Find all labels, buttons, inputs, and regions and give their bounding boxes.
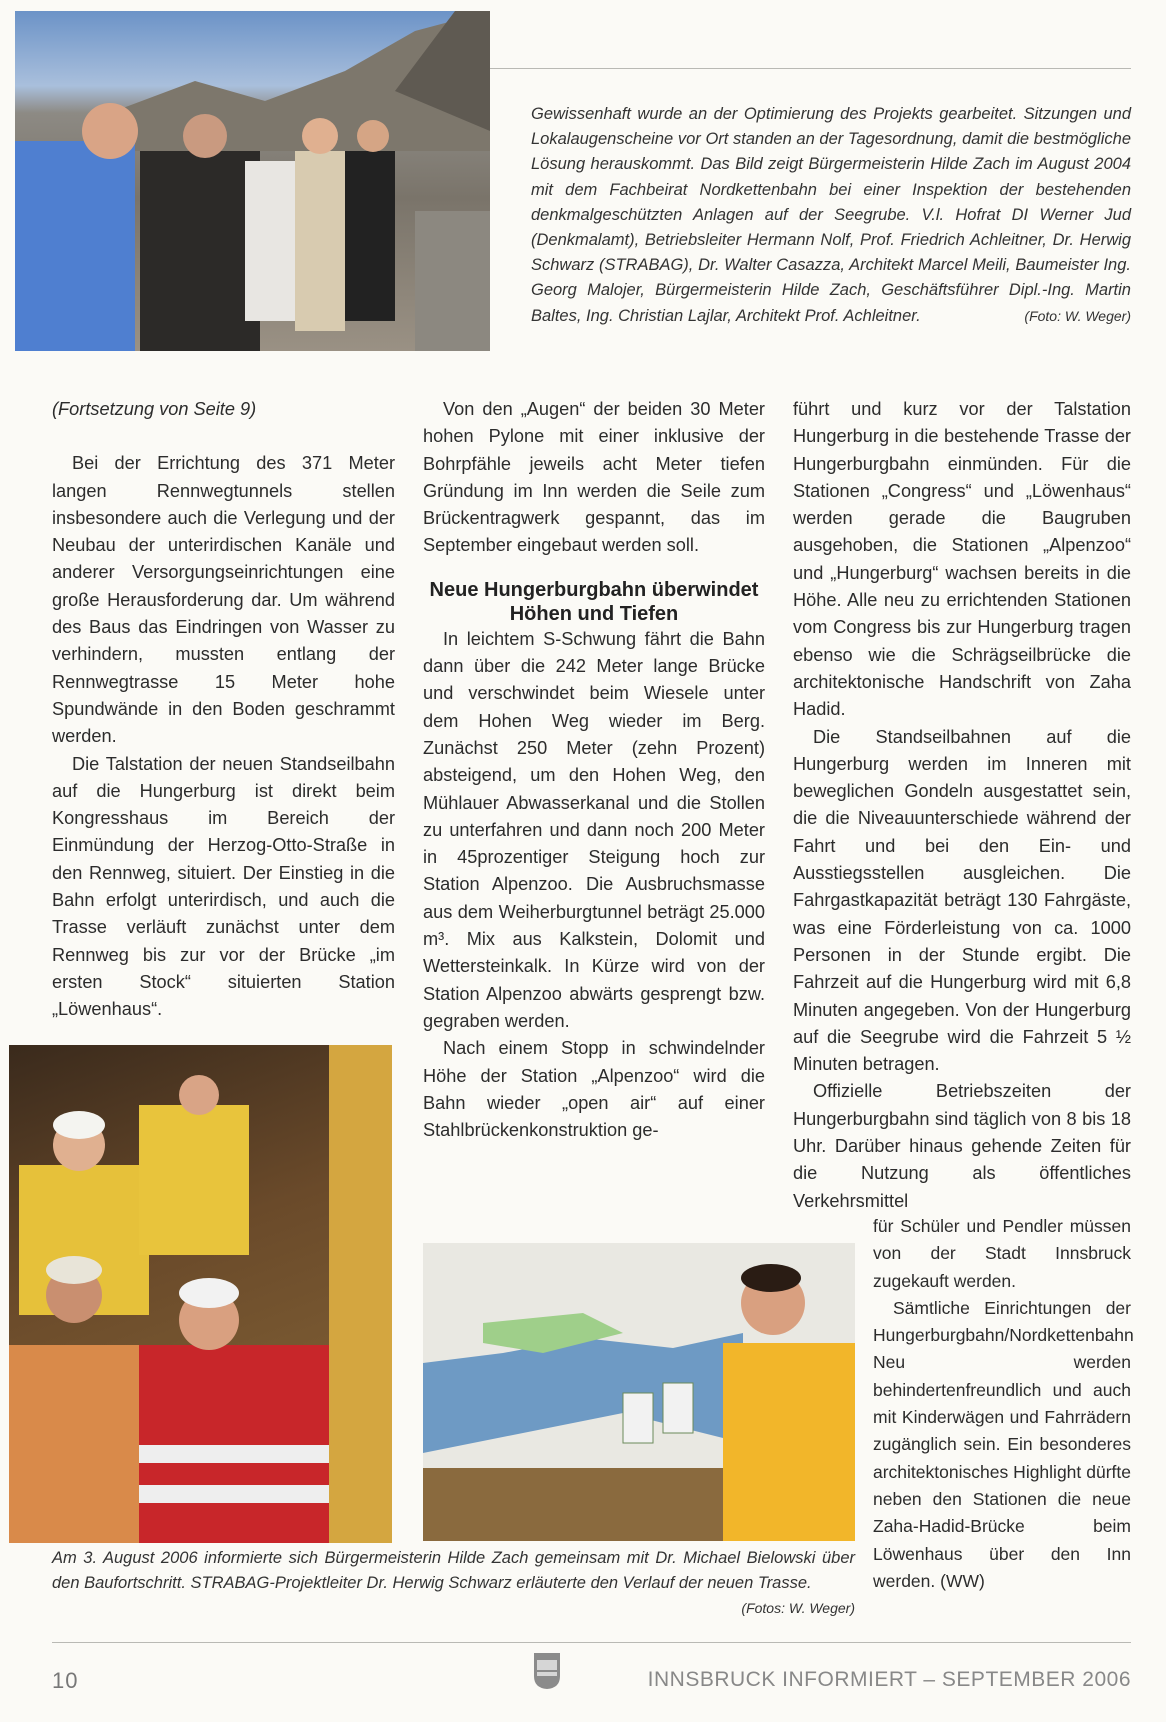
article-subheading: Neue Hungerburgbahn überwindet Höhen und Tiefen: [429, 578, 759, 625]
paragraph: für Schüler und Pendler müssen von der Stadt Innsbruck zugekauft werden.: [873, 1216, 1131, 1291]
caption-top-rule: [490, 68, 1131, 69]
paragraph: Nach einem Stopp in schwindelnder Höhe der Station „Alpenzoo“ wird die Bahn wieder „open air“ auf einer Stahlbrückenkonstruktion ge-: [423, 1038, 765, 1141]
page-number: 10: [52, 1668, 79, 1693]
paragraph: Bei der Errichtung des 371 Meter langen Rennwegtunnels stellen insbesondere auch die Verlegung und der Neubau der unterirdischen Kanäle und anderer Versorgungseinrichtungen eine große Herausforderung dar. Um während des Baus das Eindringen von Wasser zu verhindern, mussten entlang der Rennwegtrasse 15 Meter hohe Spundwände in den Boden geschrammt werden.: [52, 453, 395, 747]
paragraph: Die Standseilbahnen auf die Hungerburg werden im Inneren mit beweglichen Gondeln ausgestattet sein, die die Niveauunterschiede während der Fahrt und bei den Ein- und Ausstiegsstellen ausgleichen. Die Fahrgastkapazität beträgt 130 Fahrgäste, was eine Förderleistung von ca. 1000 Personen in der Stunde ergibt. Die Fahrzeit auf die Hungerburg wird mit 6,8 Minuten angegeben. Von der Hungerburg auf die Seegrube wird die Fahrzeit 5 ½ Minuten betragen.: [793, 726, 1131, 1075]
photo-inspection-seegrube: [15, 11, 490, 351]
article-column-2: [423, 396, 765, 1144]
photo-scene: [9, 1045, 392, 1543]
coat-of-arms-icon: [533, 1652, 561, 1690]
photo-scene: [423, 1243, 855, 1541]
article-column-3-narrow: [873, 1213, 1134, 1595]
footer-rule: [52, 1642, 1131, 1643]
paragraph: Die Talstation der neuen Standseilbahn auf die Hungerburg ist direkt beim Kongresshaus im Bereich der Einmündung der Herzog-Otto-Straße in den Rennweg, situiert. Der Einstieg in die Bahn erfolgt unterirdisch, und auch die Trasse verläuft zunächst unter dem Rennweg bis zur vor der Brücke „im ersten Stock“ situierten Station „Löwenhaus“.: [52, 753, 395, 1020]
photo-route-map: [423, 1243, 855, 1541]
paragraph: Sämtliche Einrichtungen der Hungerburgbahn/Nordkettenbahn Neu werden behindertenfreundlich und auch mit Kinderwägen und Fahrrädern zugänglich sein. Ein besonderes architektonisches Highlight dürfte neben den Stationen die neue Zaha-Hadid-Brücke beim Löwenhaus über den Inn werden. (WW): [873, 1297, 1134, 1591]
bottom-caption-text: Am 3. August 2006 informierte sich Bürgermeisterin Hilde Zach gemeinsam mit Dr. Michael Bielowski über den Baufortschritt. STRABAG-Projektleiter Dr. Herwig Schwarz erläuterte den Verlauf der neuen Trasse.: [52, 1549, 855, 1593]
paragraph: In leichtem S-Schwung fährt die Bahn dann über die 242 Meter lange Brücke und verschwindet beim Wiesele unter dem Hohen Weg wieder im Berg. Zunächst 250 Meter (zehn Prozent) absteigend, um den Hohen Weg, den Mühlauer Abwasserkanal und die Stollen zu unterfahren und dann noch 200 Meter in 45prozentiger Steigung hoch zur Station Alpenzoo. Die Ausbruchsmasse aus dem Weiherburgtunnel beträgt 25.000 m³. Mix aus Kalkstein, Dolomit und Wettersteinkalk. In Kürze wird von der Station Alpenzoo abwärts gesprengt bzw. gegraben werden.: [423, 628, 765, 1031]
article-column-1: [52, 396, 395, 1024]
publication-title: INNSBRUCK INFORMIERT – SEPTEMBER 2006: [647, 1668, 1131, 1691]
continuation-note: (Fortsetzung von Seite 9): [52, 399, 257, 419]
bottom-caption-credit: (Fotos: W. Weger): [741, 1600, 855, 1617]
top-caption-credit: (Foto: W. Weger): [1024, 307, 1131, 324]
top-caption-text: Gewissenhaft wurde an der Optimierung des Projekts gearbeitet. Sitzungen und Lokalaugenscheine vor Ort standen an der Tagesordnung, damit die bestmögliche Lösung herauskommt. Das Bild zeigt Bürgermeisterin Hilde Zach im August 2004 mit dem Fachbeirat Nordkettenbahn bei einer Inspektion der bestehenden denkmalgeschützten Anlagen auf der Seegrube. V.l. Hofrat DI Werner Jud (Denkmalamt), Betriebsleiter Hermann Nolf, Prof. Friedrich Achleitner, Dr. Herwig Schwarz (STRABAG), Dr. Walter Casazza, Architekt Marcel Meili, Baumeister Ing. Georg Malojer, Bürgermeisterin Hilde Zach, Geschäftsführer Dipl.-Ing. Martin Baltes, Ing. Christian Lajlar, Architekt Prof. Achleitner.: [531, 105, 1131, 325]
paragraph: Offizielle Betriebszeiten der Hungerburgbahn sind täglich von 8 bis 18 Uhr. Darüber hinaus gehende Zeiten für die Nutzung als öffentliches Verkehrsmittel: [793, 1081, 1131, 1211]
top-photo-caption: [531, 102, 1131, 329]
bottom-photo-caption: [52, 1546, 855, 1622]
photo-scene: [15, 11, 490, 351]
photo-tunnel-workers: [9, 1045, 392, 1543]
article-column-3: [793, 396, 1131, 1215]
paragraph: Von den „Augen“ der beiden 30 Meter hohen Pylone mit einer inklusive der Bohrpfähle jeweils acht Meter tiefen Gründung im Inn werden die Seile zum Brückentragwerk gespannt, das im September eingebaut werden soll.: [423, 399, 765, 556]
paragraph: führt und kurz vor der Talstation Hungerburg in die bestehende Trasse der Hungerburgbahn einmünden. Für die Stationen „Congress“ und „Löwenhaus“ werden gerade die Baugruben ausgehoben, die Stationen „Alpenzoo“ und „Hungerburg“ wachsen bereits in die Höhe. Alle neu zu errichtenden Stationen vom Congress bis zur Hungerburg tragen ebenso wie die Schrägseilbrücke die architektonische Handschrift von Zaha Hadid.: [793, 399, 1131, 720]
